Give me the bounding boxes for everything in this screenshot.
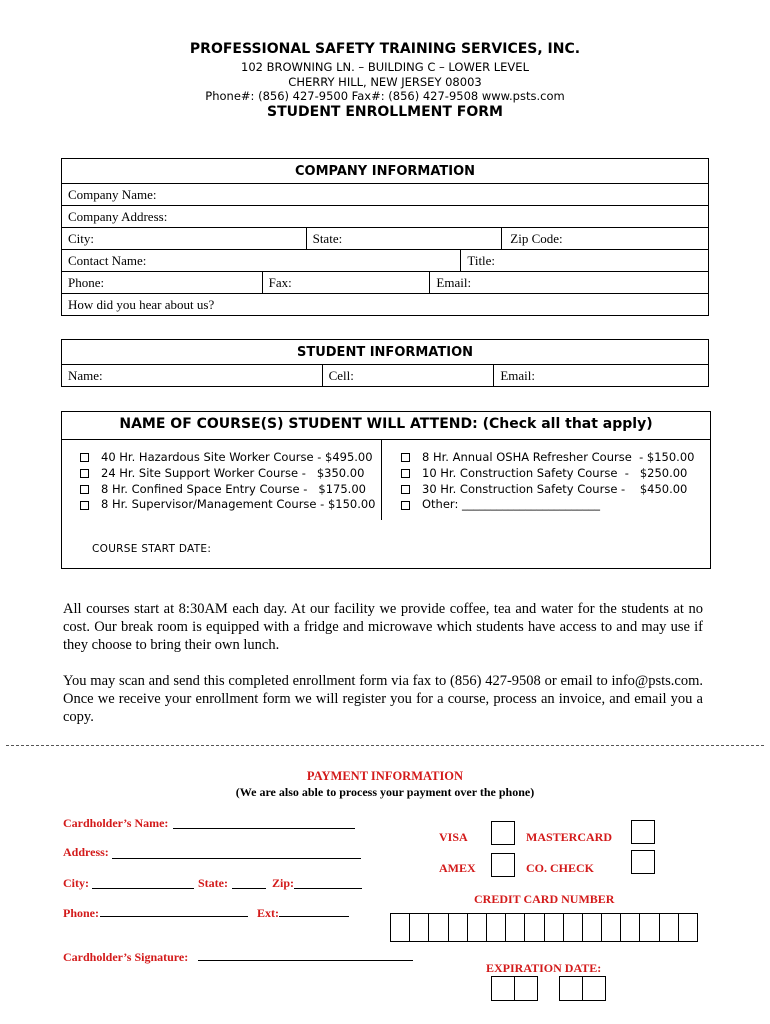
student-information-heading: STUDENT INFORMATION [62, 340, 709, 365]
ext-line[interactable] [279, 916, 349, 917]
company-information-heading: COMPANY INFORMATION [62, 159, 709, 184]
cardholder-name-line[interactable] [173, 828, 355, 829]
city-line[interactable] [92, 888, 194, 889]
course-heading: NAME OF COURSE(S) STUDENT WILL ATTEND: (Check all that apply) [119, 416, 653, 432]
zip-line[interactable] [294, 888, 362, 889]
phone-label: Phone: [63, 906, 99, 920]
visa-checkbox[interactable] [491, 821, 515, 845]
visa-label: VISA [439, 830, 468, 844]
mastercard-checkbox[interactable] [631, 820, 655, 844]
expiration-year-boxes[interactable] [559, 976, 606, 1001]
address-line-1: 102 BROWNING LN. – BUILDING C – LOWER LEVEL [241, 60, 529, 74]
course-option[interactable]: 8 Hr. Annual OSHA Refresher Course - $150.00 [401, 450, 694, 466]
address-line[interactable] [112, 858, 361, 859]
course-option[interactable]: 8 Hr. Confined Space Entry Course - $175.00 [80, 482, 376, 498]
course-option[interactable]: 10 Hr. Construction Safety Course - $250.00 [401, 466, 694, 482]
expiration-month-boxes[interactable] [491, 976, 538, 1001]
student-cell-field[interactable]: Cell: [322, 365, 494, 387]
course-option-other[interactable]: Other: ________________________ [401, 497, 694, 513]
course-option[interactable]: 24 Hr. Site Support Worker Course - $350.00 [80, 466, 376, 482]
company-address-field[interactable]: Company Address: [62, 206, 709, 228]
zip-code-field[interactable]: Zip Code: [502, 228, 709, 250]
title-field[interactable]: Title: [461, 250, 709, 272]
course-option[interactable]: 30 Hr. Construction Safety Course - $450.00 [401, 482, 694, 498]
course-list-left [80, 450, 376, 513]
checkbox[interactable] [80, 501, 89, 510]
state-line[interactable] [232, 888, 266, 889]
payment-subtitle: (We are also able to process your payment over the phone) [235, 785, 535, 799]
zip-label: Zip: [272, 876, 295, 890]
credit-card-number-boxes[interactable] [390, 913, 698, 942]
checkbox[interactable] [80, 469, 89, 478]
company-information-table [61, 158, 709, 316]
expiration-date-label: EXPIRATION DATE: [486, 961, 602, 975]
state-label: State: [198, 876, 228, 890]
payment-title: PAYMENT INFORMATION [306, 769, 464, 783]
submission-info-paragraph: You may scan and send this completed enrollment form via fax to (856) 427-9508 or email to info@psts.com. Once we receive your enrollment form we will register you for a course, process an invoice, and email you a copy. [63, 673, 703, 725]
contact-name-field[interactable]: Contact Name: [62, 250, 461, 272]
signature-label: Cardholder’s Signature: [63, 950, 189, 964]
address-label: Address: [63, 845, 109, 859]
amex-checkbox[interactable] [491, 853, 515, 877]
ext-label: Ext: [257, 906, 279, 920]
checkbox[interactable] [401, 485, 410, 494]
course-selection-box [61, 411, 711, 569]
city-field[interactable]: City: [62, 228, 307, 250]
how-did-you-hear-field[interactable]: How did you hear about us? [62, 294, 709, 316]
credit-card-number-label: CREDIT CARD NUMBER [474, 892, 615, 906]
facility-info-paragraph: All courses start at 8:30AM each day. At our facility we provide coffee, tea and water for the students at no cost. Our break room is equipped with a fridge and microwave which students have access to and may use if they choose to bring their own lunch. [63, 601, 703, 653]
course-option[interactable]: 40 Hr. Hazardous Site Worker Course - $495.00 [80, 450, 376, 466]
mastercard-label: MASTERCARD [526, 830, 613, 844]
contact-line: Phone#: (856) 427-9500 Fax#: (856) 427-9508 www.psts.com [205, 89, 565, 103]
course-heading-divider [62, 439, 710, 440]
checkbox[interactable] [401, 469, 410, 478]
cut-line-divider [6, 745, 764, 746]
checkbox[interactable] [80, 453, 89, 462]
company-check-label: CO. CHECK [526, 861, 595, 875]
address-line-2: CHERRY HILL, NEW JERSEY 08003 [288, 75, 482, 89]
company-title: PROFESSIONAL SAFETY TRAINING SERVICES, INC. [189, 41, 581, 57]
company-name-field[interactable]: Company Name: [62, 184, 709, 206]
fax-field[interactable]: Fax: [262, 272, 430, 294]
checkbox[interactable] [80, 485, 89, 494]
checkbox[interactable] [401, 453, 410, 462]
course-start-date-label: COURSE START DATE: [92, 543, 212, 555]
student-email-field[interactable]: Email: [494, 365, 709, 387]
phone-line[interactable] [100, 916, 248, 917]
student-information-table [61, 339, 709, 387]
checkbox[interactable] [401, 501, 410, 510]
company-check-checkbox[interactable] [631, 850, 655, 874]
course-list-right [401, 450, 694, 513]
course-column-divider [381, 439, 382, 520]
state-field[interactable]: State: [306, 228, 502, 250]
email-field[interactable]: Email: [430, 272, 709, 294]
form-title: STUDENT ENROLLMENT FORM [267, 104, 503, 120]
amex-label: AMEX [439, 861, 476, 875]
cardholder-name-label: Cardholder’s Name: [63, 816, 169, 830]
signature-line[interactable] [198, 960, 413, 961]
student-name-field[interactable]: Name: [62, 365, 323, 387]
city-label: City: [63, 876, 89, 890]
phone-field[interactable]: Phone: [62, 272, 263, 294]
course-option[interactable]: 8 Hr. Supervisor/Management Course - $150.00 [80, 497, 376, 513]
